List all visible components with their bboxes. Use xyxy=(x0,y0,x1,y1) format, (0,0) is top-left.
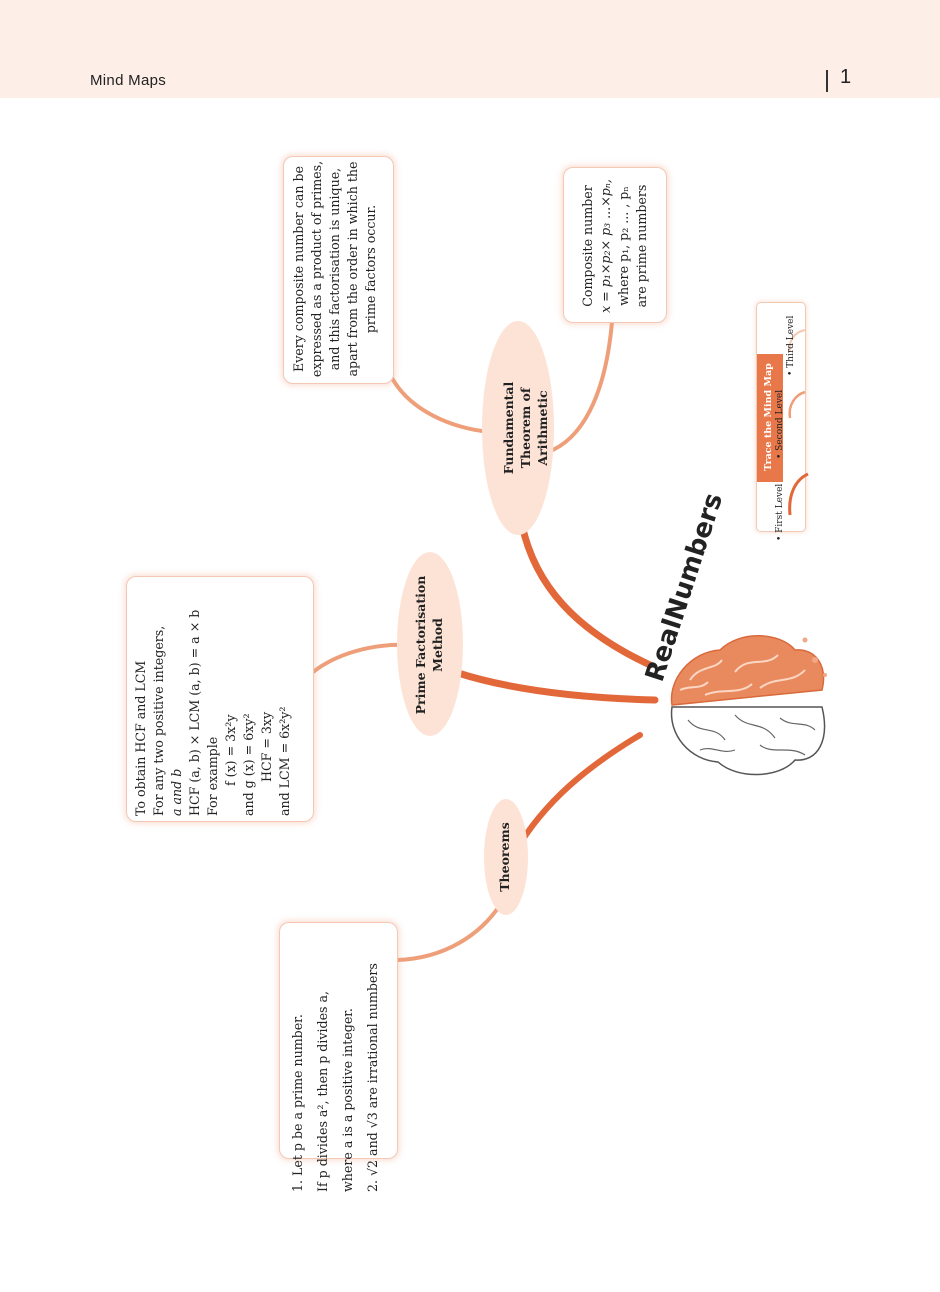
oval-label-prime-factorisation: Prime Factorisation Method xyxy=(413,575,445,715)
branch-curve-fundamental-box2 xyxy=(548,322,612,452)
branch-curve-prime-box xyxy=(313,645,410,672)
legend-label-third-level: • Third Level xyxy=(786,315,796,376)
oval-label-theorems: Theorems xyxy=(497,822,512,892)
brain-graphic xyxy=(672,636,827,775)
legend-label-first-level: • First Level xyxy=(775,483,785,541)
prime-factorisation-box-text: To obtain HCF and LCM For any two positive integers, a and b HCF (a, b) × LCM (a, b) = a × b For example f (x) = 3x²y and g (x) = 6xy² HCF = 3xy and LCM = 6x²y² xyxy=(133,609,292,816)
branch-curve-fundamental xyxy=(522,525,650,665)
branch-curve-fundamental-box1 xyxy=(392,378,490,432)
fundamental-theorem-box2-text: Composite number x = p₁×p₂× p₃ ...×pₙ, where p₁, p₂ ... , pₙ are prime numbers xyxy=(580,179,649,313)
center-label: RealNumbers xyxy=(640,489,730,686)
fundamental-theorem-box1-text: Every composite number can be expressed as a product of primes, and this factorisation is unique, apart from the order in which the prime factors occur. xyxy=(291,160,378,378)
branch-curve-prime xyxy=(455,672,655,700)
branch-curve-theorems xyxy=(515,735,640,852)
legend-title: Trace the Mind Map xyxy=(763,363,774,471)
legend-label-second-level: • Second Level xyxy=(775,389,785,459)
page-number: 1 xyxy=(840,66,852,88)
branch-curve-theorems-box xyxy=(398,905,500,960)
header-title: Mind Maps xyxy=(90,72,167,89)
oval-label-fundamental-theorem: Fundamental Theorem of Arithmetic xyxy=(501,381,550,475)
theorems-box-text: 1. Let p be a prime number. If p divides a², then p divides a, where a is a positive integer. 2. √2 and √3 are irrational numbers xyxy=(290,963,380,1192)
